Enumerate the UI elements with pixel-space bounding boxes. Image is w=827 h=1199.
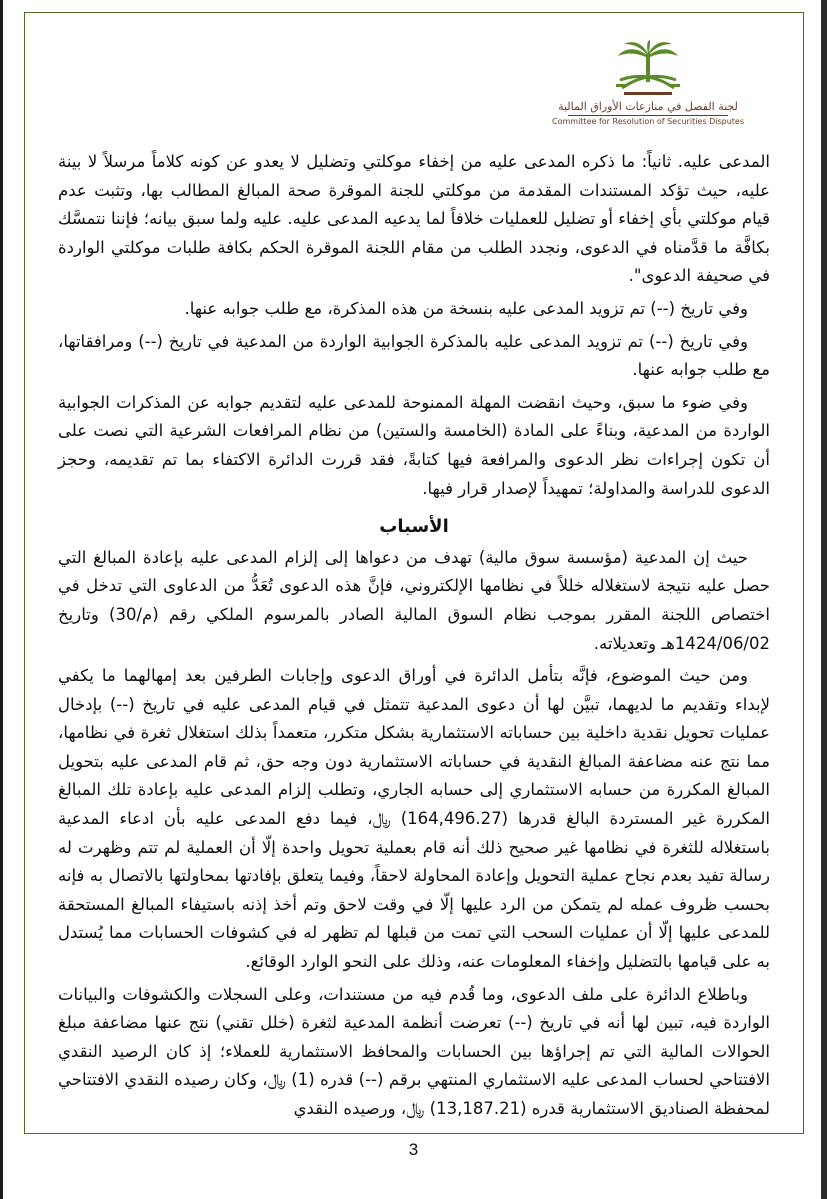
page-left-edge [0, 0, 3, 1199]
paragraph-claimant-reply: المدعى عليه. ثانياً: ما ذكره المدعى عليه من إخفاء موكلتي وتضليل لا يعدو عن كونه كلاماً مرسلاً لا بينة عليه، حيث تؤكد المستندات المقدمة من موكلتي للجنة الموقرة صحة المبالغ المطالب بها، وتثبت عدم قيام موكلتي بأي إخفاء أو تضليل للعمليات خلافاً لما يدعيه المدعى عليه. عليه ولما سبق بيانه؛ فإننا نتمسَّك بكافَّة ما قدَّمناه في الدعوى، ونجدد الطلب من مقام اللجنة الموقرة الحكم بكافة طلبات موكلتي الواردة في صحيفة الدعوى". [58, 152, 770, 286]
paragraph-file-review: وباطلاع الدائرة على ملف الدعوى، وما قُدم فيه من مستندات، وعلى السجلات والكشوفات والبيانات الواردة فيه، تبين لها أنه في تاريخ (--) تعرضت أنظمة المدعية لثغرة (خلل تقني) نتج عنها مضاعفة مبلغ الحوالات المالية التي تم إجراؤها بين الحسابات والمحافظ الاستثمارية للعملاء؛ إذ كان الرصيد النقدي الافتتاحي لحساب المدعى عليه الاستثماري المنتهي برقم (--) قدره (1) ﷼، وكان رصيده النقدي الافتتاحي لمحفظة الصناديق الاستثمارية قدره (13,187.21) ﷼، ورصيده النقدي [58, 984, 770, 1118]
section-title-reasons: الأسباب [379, 516, 449, 538]
page-number: 3 [408, 1140, 419, 1159]
page-right-edge [821, 0, 827, 1199]
logo-divider [568, 115, 728, 116]
paragraph-merits: ومن حيث الموضوع، فإنَّه بتأمل الدائرة في أوراق الدعوى وإجابات الطرفين بعد إمهالهما ما يكفي لإبداء وتقديم ما لديهما، تبيَّن لها أن دعوى المدعية تتمثل في قيام المدعى عليه في تاريخ (--) بإدخال عمليات تحويل نقدية داخلية بين حساباته الاستثمارية بشكل متكرر، متعمداً بذلك استغلال ثغرة في نظامها، مما نتج عنه مضاعفة المبالغ النقدية في حساباته الاستثمارية دون وجه حق، ثم قام المدعى عليه بتحويل المبالغ المكررة من حسابه الاستثماري إلى حسابه الجاري، وتطلب إلزام المدعى عليه بإعادة تلك المبالغ المكررة غير المستردة البالغ قدرها (164,496.27) ﷼، فيما دفع المدعى عليه بأن ادعاء المدعية باستغلاله للثغرة في نظامها غير صحيح ذلك أنه قام بعملية تحويل واحدة إلّا أن العملية لم تتم وظهرت له رسالة تفيد بعدم نجاح عملية التحويل وإعادة المحاولة لاحقاً، وفيما يتعلق بإفادتها بمحاولتها بالاتصال به فإنه بحسب ظروف عمله لم يتمكن من الرد عليها إلّا في وقت لاحق وتم أخذ إذنه باستيفاء المبالغ المستحقة للمدعى عليها إلّا أن عمليات السحب التي تمت من قبلها لم تظهر له في كشوفات الحسابات مما يُستدل به على قيامها بالتضليل وإخفاء المعلومات عنه، وذلك على النحو الوارد الوقائع. [58, 666, 770, 972]
paragraph-service-date-1: وفي تاريخ (--) تم تزويد المدعى عليه بنسخة من هذه المذكرة، مع طلب جوابه عنها. [184, 298, 748, 318]
committee-name-english: Committee for Resolution of Securities Disputes [552, 117, 744, 126]
committee-name-arabic: لجنة الفصل في منازعات الأوراق المالية [558, 100, 738, 113]
palm-swords-emblem-icon [606, 40, 690, 98]
committee-logo [548, 40, 748, 140]
paragraph-service-date-2: وفي تاريخ (--) تم تزويد المدعى عليه بالمذكرة الجوابية الواردة من المدعية في تاريخ (--) ومرافقاتها، مع طلب جوابه عنها. [58, 331, 770, 380]
document-body [58, 148, 770, 1128]
paragraph-jurisdiction: حيث إن المدعية (مؤسسة سوق مالية) تهدف من دعواها إلى إلزام المدعى عليه بإعادة المبالغ التي حصل عليه نتيجة لاستغلاله خللاً في نظامها الإلكتروني، فإنَّ هذه الدعوى تُعَدُّ من الدعاوى التي تدخل في اختصاص اللجنة المقرر بموجب نظام السوق المالية الصادر بالمرسوم الملكي رقم (م/30) وتاريخ 1424/06/02هـ وتعديلاته. [58, 547, 771, 653]
paragraph-deadline-expired: وفي ضوء ما سبق، وحيث انقضت المهلة الممنوحة للمدعى عليه لتقديم جوابه عن المذكرات الجوابية الواردة من المدعية، وبناءً على المادة (الخامسة والستين) من نظام المرافعات الشرعية التي نصت على أن تكون إجراءات نظر الدعوى والمرافعة فيها كتابةً، فقد قررت الدائرة الاكتفاء بما تم تقديمه، وحجز الدعوى للدراسة والمداولة؛ تمهيداً لإصدار قرار فيها. [58, 392, 770, 498]
